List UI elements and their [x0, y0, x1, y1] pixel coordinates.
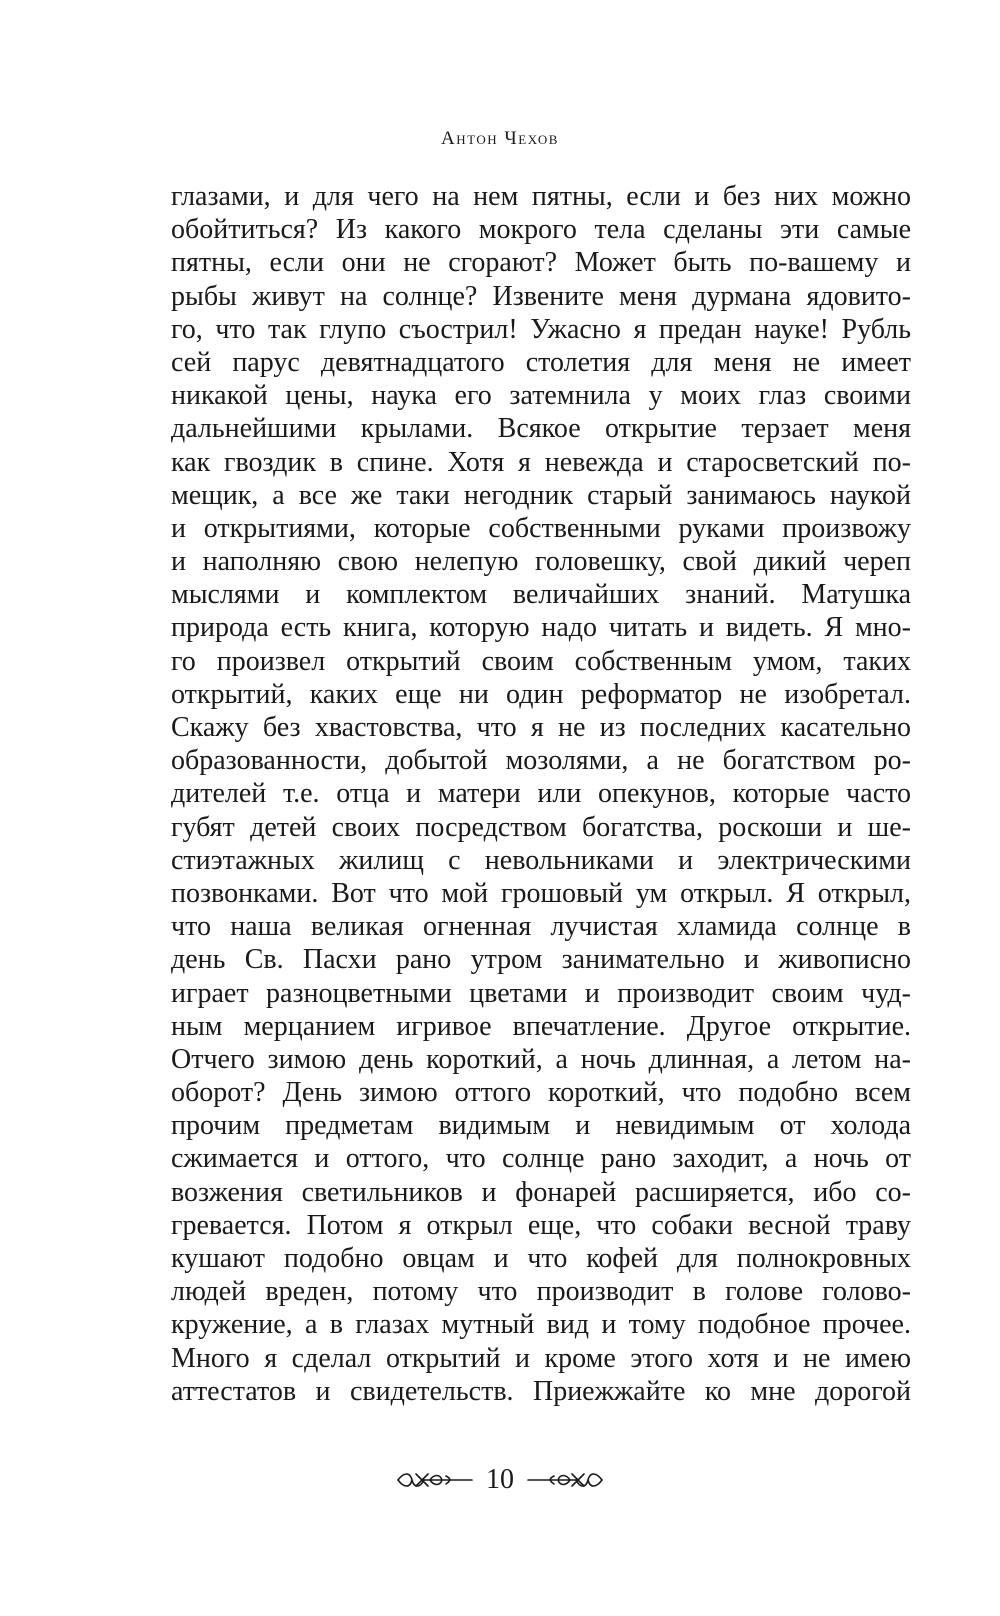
text-line: прочим предметам видимым и невидимым от холода [171, 1110, 911, 1142]
text-line: и открытиями, которые собственными руками произвожу [171, 512, 911, 544]
text-line: Отчего зимою день короткий, а ночь длинная, а летом на- [171, 1043, 911, 1075]
text-line: пятны, если они не сгорают? Может быть по-вашему и [171, 247, 911, 279]
flourish-right-icon [526, 1468, 606, 1492]
text-line: людей вреден, потому что производит в голове голово- [171, 1276, 911, 1308]
text-line: возжения светильников и фонарей расширяется, ибо со- [171, 1176, 911, 1208]
text-line: природа есть книга, которую надо читать и видеть. Я мно- [171, 612, 911, 644]
text-line: дителей т.е. отца и матери или опекунов, которые часто [171, 778, 911, 810]
flourish-left-icon [394, 1468, 474, 1492]
text-line: мещик, а все же таки негодник старый занимаюсь наукой [171, 479, 911, 511]
text-line: аттестатов и свидетельств. Приежжайте ко мне дорогой [171, 1375, 911, 1407]
text-line: Много я сделал открытий и кроме этого хотя и не имею [171, 1342, 911, 1374]
text-line: никакой цены, наука его затемнила у моих глаз своими [171, 380, 911, 412]
text-line: оборот? День зимою оттого короткий, что подобно всем [171, 1077, 911, 1109]
text-line: как гвоздик в спине. Хотя я невежда и старосветский по- [171, 446, 911, 478]
text-line: открытий, каких еще ни один реформатор не изобретал. [171, 678, 911, 710]
text-line: стиэтажных жилищ с невольниками и электрическими [171, 844, 911, 876]
text-line: сей парус девятнадцатого столетия для меня не имеет [171, 346, 911, 378]
text-line: обойтиться? Из какого мокрого тела сделаны эти самые [171, 214, 911, 246]
text-line: позвонками. Вот что мой грошовый ум открыл. Я открыл, [171, 877, 911, 909]
body-text [171, 180, 911, 1408]
text-line: гревается. Потом я открыл еще, что собаки весной траву [171, 1209, 911, 1241]
text-line: дальнейшими крылами. Всякое открытие терзает меня [171, 413, 911, 445]
running-title: Антон Чехов [441, 128, 559, 149]
text-line: рыбы живут на солнце? Извените меня дурмана ядовито- [171, 280, 911, 312]
text-line: Скажу без хвастовства, что я не из последних касательно [171, 712, 911, 743]
page-number: 10 [486, 1464, 514, 1495]
text-line: глазами, и для чего на нем пятны, если и без них можно [171, 181, 911, 212]
text-line: день Св. Пасхи рано утром занимательно и живописно [171, 944, 911, 976]
text-line: ным мерцанием игривое впечатление. Другое открытие. [171, 1010, 911, 1042]
text-line: сжимается и оттого, что солнце рано заходит, а ночь от [171, 1143, 911, 1175]
text-line: образованности, добытой мозолями, а не богатством ро- [171, 745, 911, 777]
text-line: мыслями и комплектом величайших знаний. Матушка [171, 579, 911, 611]
text-line: играет разноцветными цветами и производит своим чуд- [171, 977, 911, 1009]
text-line: го, что так глупо съострил! Ужасно я предан науке! Рубль [171, 313, 911, 345]
page-footer [0, 1466, 1000, 1494]
text-line: кружение, а в глазах мутный вид и тому подобное прочее. [171, 1309, 911, 1341]
text-line: кушают подобно овцам и что кофей для полнокровных [171, 1243, 911, 1274]
text-line: губят детей своих посредством богатства, роскоши и ше- [171, 811, 911, 843]
text-line: го произвел открытий своим собственным умом, таких [171, 645, 911, 677]
text-line: что наша великая огненная лучистая хламида солнце в [171, 911, 911, 943]
text-line: и наполняю свою нелепую головешку, свой дикий череп [171, 546, 911, 578]
